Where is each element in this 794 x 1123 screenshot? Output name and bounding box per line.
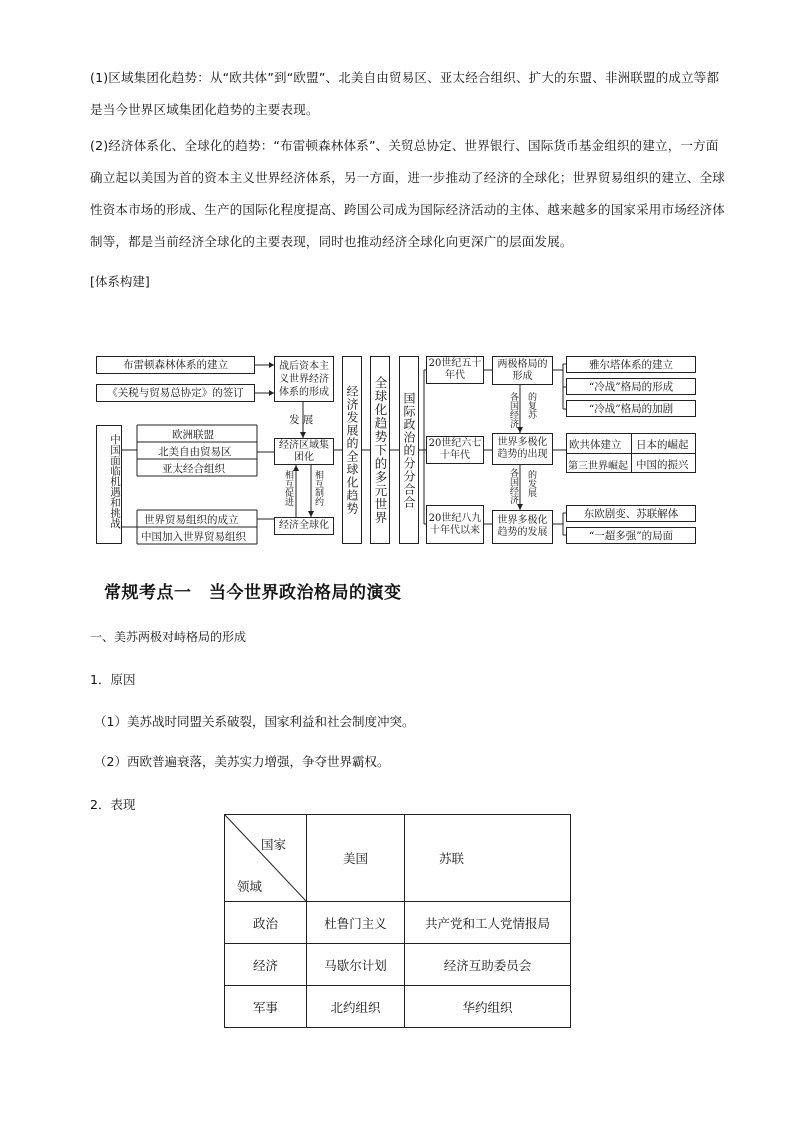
pattern-bipolar: 两极格局的形成 [492,356,553,385]
table-header-ussr: 苏联 [405,815,571,902]
gatt-box: 《关税与贸易总协定》的签订 [96,384,255,402]
china-revival: 中国的振兴 [636,459,689,471]
bretton-woods-box: 布雷顿森林体系的建立 [96,356,255,374]
reason-2: （2）西欧普遍衰落，美苏实力增强，争夺世界霸权。 [94,754,390,769]
develop-label: 发 展 [289,414,314,426]
challenge-text: 中国面临机遇和挑战 [109,434,121,529]
corner-bottom-label: 领域 [237,879,263,894]
paragraph-globalization-trend: (2)经济体系化、全球化的趋势：“布雷顿森林体系”、关贸总协定、世界银行、国际货币基金组织的建立，一方面确立起以美国为首的资本主义世界经济体系，另一方面，进一步推动了经济的全球化；世界贸易组织的建立、全球性资本市场的形成、生产的国际化程度提高、跨国公司成为国际经济活动的主体、越来越多的国家采用市场经济体制等，都是当前经济全球化的主要表现，同时也推动经济全球化向更深广的层面发展。 [90,138,726,249]
period-1960s: 20世纪六七十年代 [426,436,484,464]
arrow2-right-label: 的发展 [526,470,536,497]
mutual-restrict-label: 相互制约 [313,470,323,506]
reason-1: （1）美苏战时同盟关系破裂，国家利益和社会制度冲突。 [94,714,415,729]
table-corner-cell [225,815,307,902]
period-1950s: 20世纪五十年代 [426,356,484,384]
arrow1-right-label: 的复苏 [526,392,536,419]
section-heading: 常规考点一 当今世界政治格局的演变 [104,583,402,603]
regional-item-eu: 欧洲联盟 [172,429,214,441]
paragraph-regional-trend: (1)区域集团化趋势：从“欧共体”到“欧盟”、北美自由贸易区、亚太经合组织、扩大的东盟、非洲联盟的成立等都是当今世界区域集团化趋势的主要表现。 [90,70,720,117]
table-cell-ussr: 经济互助委员会 [405,944,571,986]
table-header-us: 美国 [307,815,405,902]
soviet-collapse-box: 东欧剧变、苏联解体 [566,505,696,522]
cold-war-intensify-box: “冷战”格局的加剧 [566,400,696,417]
postwar-system-box: 战后资本主义世界经济体系的形成 [274,356,334,402]
challenge-box [96,425,122,544]
table-cell-ussr: 共产党和工人党情报局 [405,902,571,944]
globalization-box: 经济全球化 [274,517,334,535]
subsection-title: 一、美苏两极对峙格局的形成 [90,630,247,644]
regional-item-apec: 亚太经合组织 [162,463,225,475]
yalta-system-box: 雅尔塔体系的建立 [566,356,696,373]
table-cell-us: 杜鲁门主义 [307,902,405,944]
regional-item-nafta: 北美自由贸易区 [158,446,232,458]
table-row-field: 经济 [225,944,307,986]
economy-globalization-vbox: 经济发展的全球化趋势 [342,356,362,544]
item-manifestations: 2．表现 [90,797,136,812]
regional-group-box: 经济区域集团化 [274,438,334,465]
pattern-multipolar-emerge: 世界多极化趋势的出现 [492,433,553,465]
corner-top-label: 国家 [261,837,287,852]
rise-grid [566,433,696,473]
ec-established: 欧共体建立 [569,439,622,451]
period-1980s: 20世纪八九十年代以来 [426,505,484,544]
table-row-field: 军事 [225,986,307,1028]
wto-founded: 世界贸易组织的成立 [144,514,239,526]
table-cell-us: 北约组织 [307,986,405,1028]
pattern-multipolar-develop: 世界多极化趋势的发展 [492,510,553,544]
item-causes: 1．原因 [90,672,136,687]
china-joins-wto: 中国加入世界贸易组织 [141,531,246,543]
international-politics-vbox: 国际政治的分分合合 [399,356,419,544]
table-cell-us: 马歇尔计划 [307,944,405,986]
third-world-rise: 第三世界崛起 [568,461,628,472]
mutual-promote-label: 相互促进 [283,470,293,506]
table-row-field: 政治 [225,902,307,944]
cold-war-form-box: “冷战”格局的形成 [566,378,696,395]
comparison-table [224,814,571,1028]
multipolar-world-vbox: 全球化趋势下的多元世界 [370,356,390,544]
arrow2-left-label: 各国经济 [508,468,518,504]
japan-rise: 日本的崛起 [636,439,689,451]
table-cell-ussr: 华约组织 [405,986,571,1028]
one-superpower-box: “一超多强”的局面 [566,527,696,544]
system-title: [体系构建] [90,274,150,289]
arrow1-left-label: 各国经济 [508,392,518,428]
